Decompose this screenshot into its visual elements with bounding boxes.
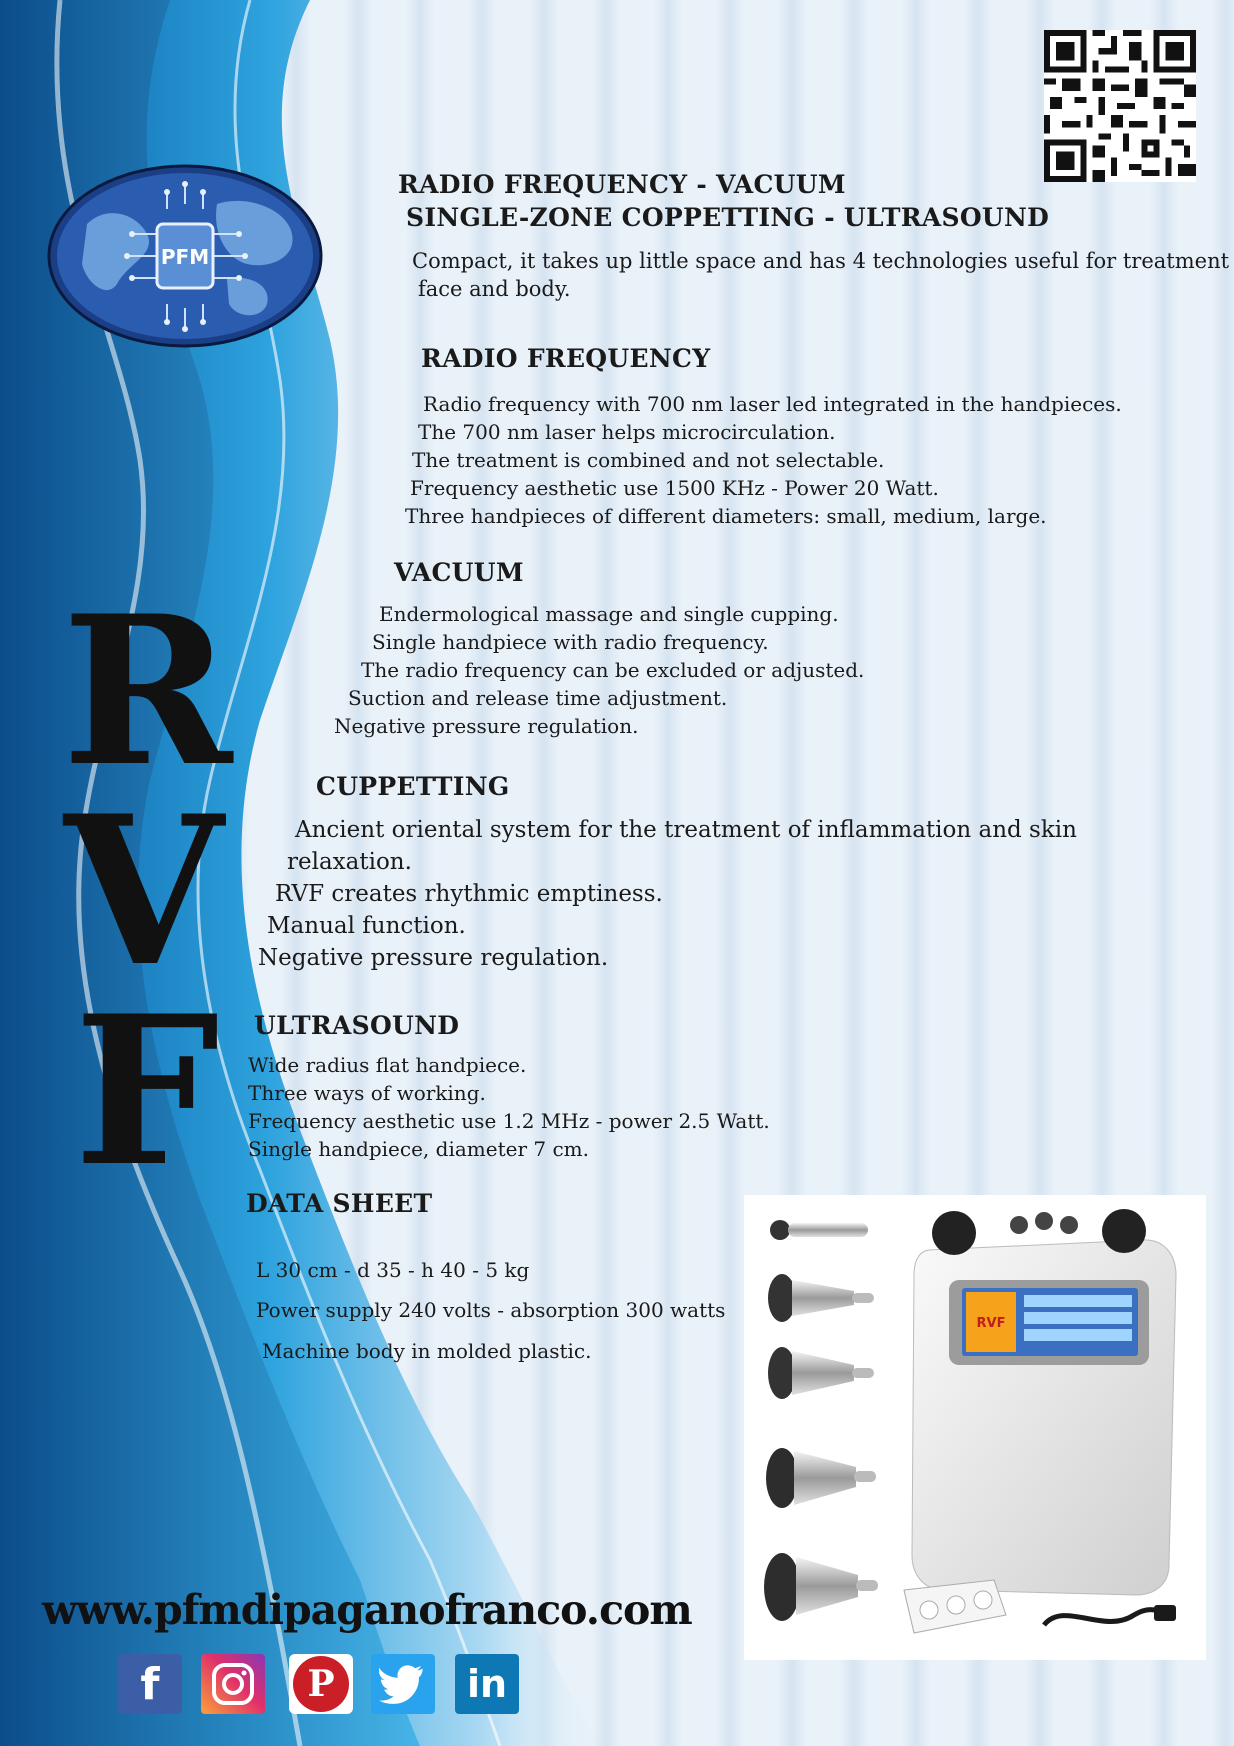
logo-text: PFM (160, 245, 210, 269)
list-item: relaxation. (287, 849, 412, 875)
website-url[interactable]: www.pfmdipaganofranco.com (42, 1586, 692, 1634)
screen-label: RVF (976, 1316, 1006, 1331)
list-item: The 700 nm laser helps microcirculation. (418, 420, 836, 444)
list-item: Ancient oriental system for the treatment of inflammation and skin (295, 817, 1077, 843)
section-radio-frequency (421, 344, 710, 373)
list-item: Single handpiece, diameter 7 cm. (248, 1137, 589, 1161)
qr-code[interactable] (1044, 30, 1196, 182)
intro-line: face and body. (418, 277, 571, 301)
list-item: Power supply 240 volts - absorption 300 watts (256, 1298, 726, 1322)
side-letter-f: F (74, 972, 220, 1212)
headline-line-2-wrap (406, 203, 1049, 232)
list-item: Frequency aesthetic use 1500 KHz - Power 20 Watt. (410, 476, 939, 500)
list-item: Manual function. (267, 913, 466, 939)
section-title: VACUUM (394, 558, 524, 587)
intro-text (412, 247, 1229, 303)
list-item: Three handpieces of different diameters: small, medium, large. (405, 504, 1047, 528)
product-image (744, 1195, 1206, 1660)
list-item: The treatment is combined and not selectable. (412, 448, 885, 472)
headline (398, 170, 846, 199)
list-item: Frequency aesthetic use 1.2 MHz - power 2.5 Watt. (248, 1109, 770, 1133)
vacuum-lines (334, 600, 864, 740)
pfm-globe-logo (47, 164, 324, 348)
list-item: Wide radius flat handpiece. (248, 1053, 527, 1077)
section-title: DATA SHEET (246, 1189, 433, 1218)
headline-line-2: SINGLE-ZONE COPPETTING - ULTRASOUND (406, 203, 1050, 232)
list-item: Endermological massage and single cupping. (379, 602, 839, 626)
instagram-glyph (210, 1661, 256, 1707)
cuppetting-lines (258, 814, 1077, 974)
linkedin-glyph: in (466, 1662, 508, 1706)
section-title: CUPPETTING (316, 772, 510, 801)
linkedin-icon[interactable] (455, 1654, 519, 1714)
facebook-icon[interactable] (118, 1654, 182, 1714)
twitter-icon[interactable] (371, 1654, 435, 1714)
ultrasound-lines (248, 1051, 770, 1163)
instagram-icon[interactable] (201, 1654, 265, 1714)
list-item: Radio frequency with 700 nm laser led integrated in the handpieces. (423, 392, 1122, 416)
data-sheet-lines (256, 1250, 725, 1372)
pinterest-glyph: P (293, 1656, 349, 1712)
section-title: RADIO FREQUENCY (421, 344, 711, 373)
section-data-sheet (246, 1189, 432, 1218)
section-title: ULTRASOUND (254, 1011, 460, 1040)
facebook-glyph: f (140, 1658, 160, 1710)
list-item: RVF creates rhythmic emptiness. (275, 881, 663, 907)
section-vacuum (394, 558, 524, 587)
side-letter-r: R (62, 572, 233, 812)
handpiece-1 (770, 1220, 868, 1240)
section-cuppetting (316, 772, 510, 801)
list-item: Suction and release time adjustment. (348, 686, 728, 710)
intro-line: Compact, it takes up little space and has 4 technologies useful for treatment (412, 249, 1230, 273)
section-ultrasound (254, 1011, 459, 1040)
headline-line-1: RADIO FREQUENCY - VACUUM (398, 170, 846, 199)
side-letter-v: V (64, 772, 224, 1012)
twitter-bird (379, 1664, 427, 1704)
list-item: Machine body in molded plastic. (262, 1339, 592, 1363)
list-item: Negative pressure regulation. (258, 945, 609, 971)
list-item: The radio frequency can be excluded or adjusted. (361, 658, 865, 682)
radio-frequency-lines (405, 390, 1122, 530)
list-item: L 30 cm - d 35 - h 40 - 5 kg (256, 1258, 530, 1282)
pinterest-icon[interactable] (289, 1654, 353, 1714)
list-item: Three ways of working. (248, 1081, 486, 1105)
list-item: Single handpiece with radio frequency. (372, 630, 769, 654)
list-item: Negative pressure regulation. (334, 714, 639, 738)
